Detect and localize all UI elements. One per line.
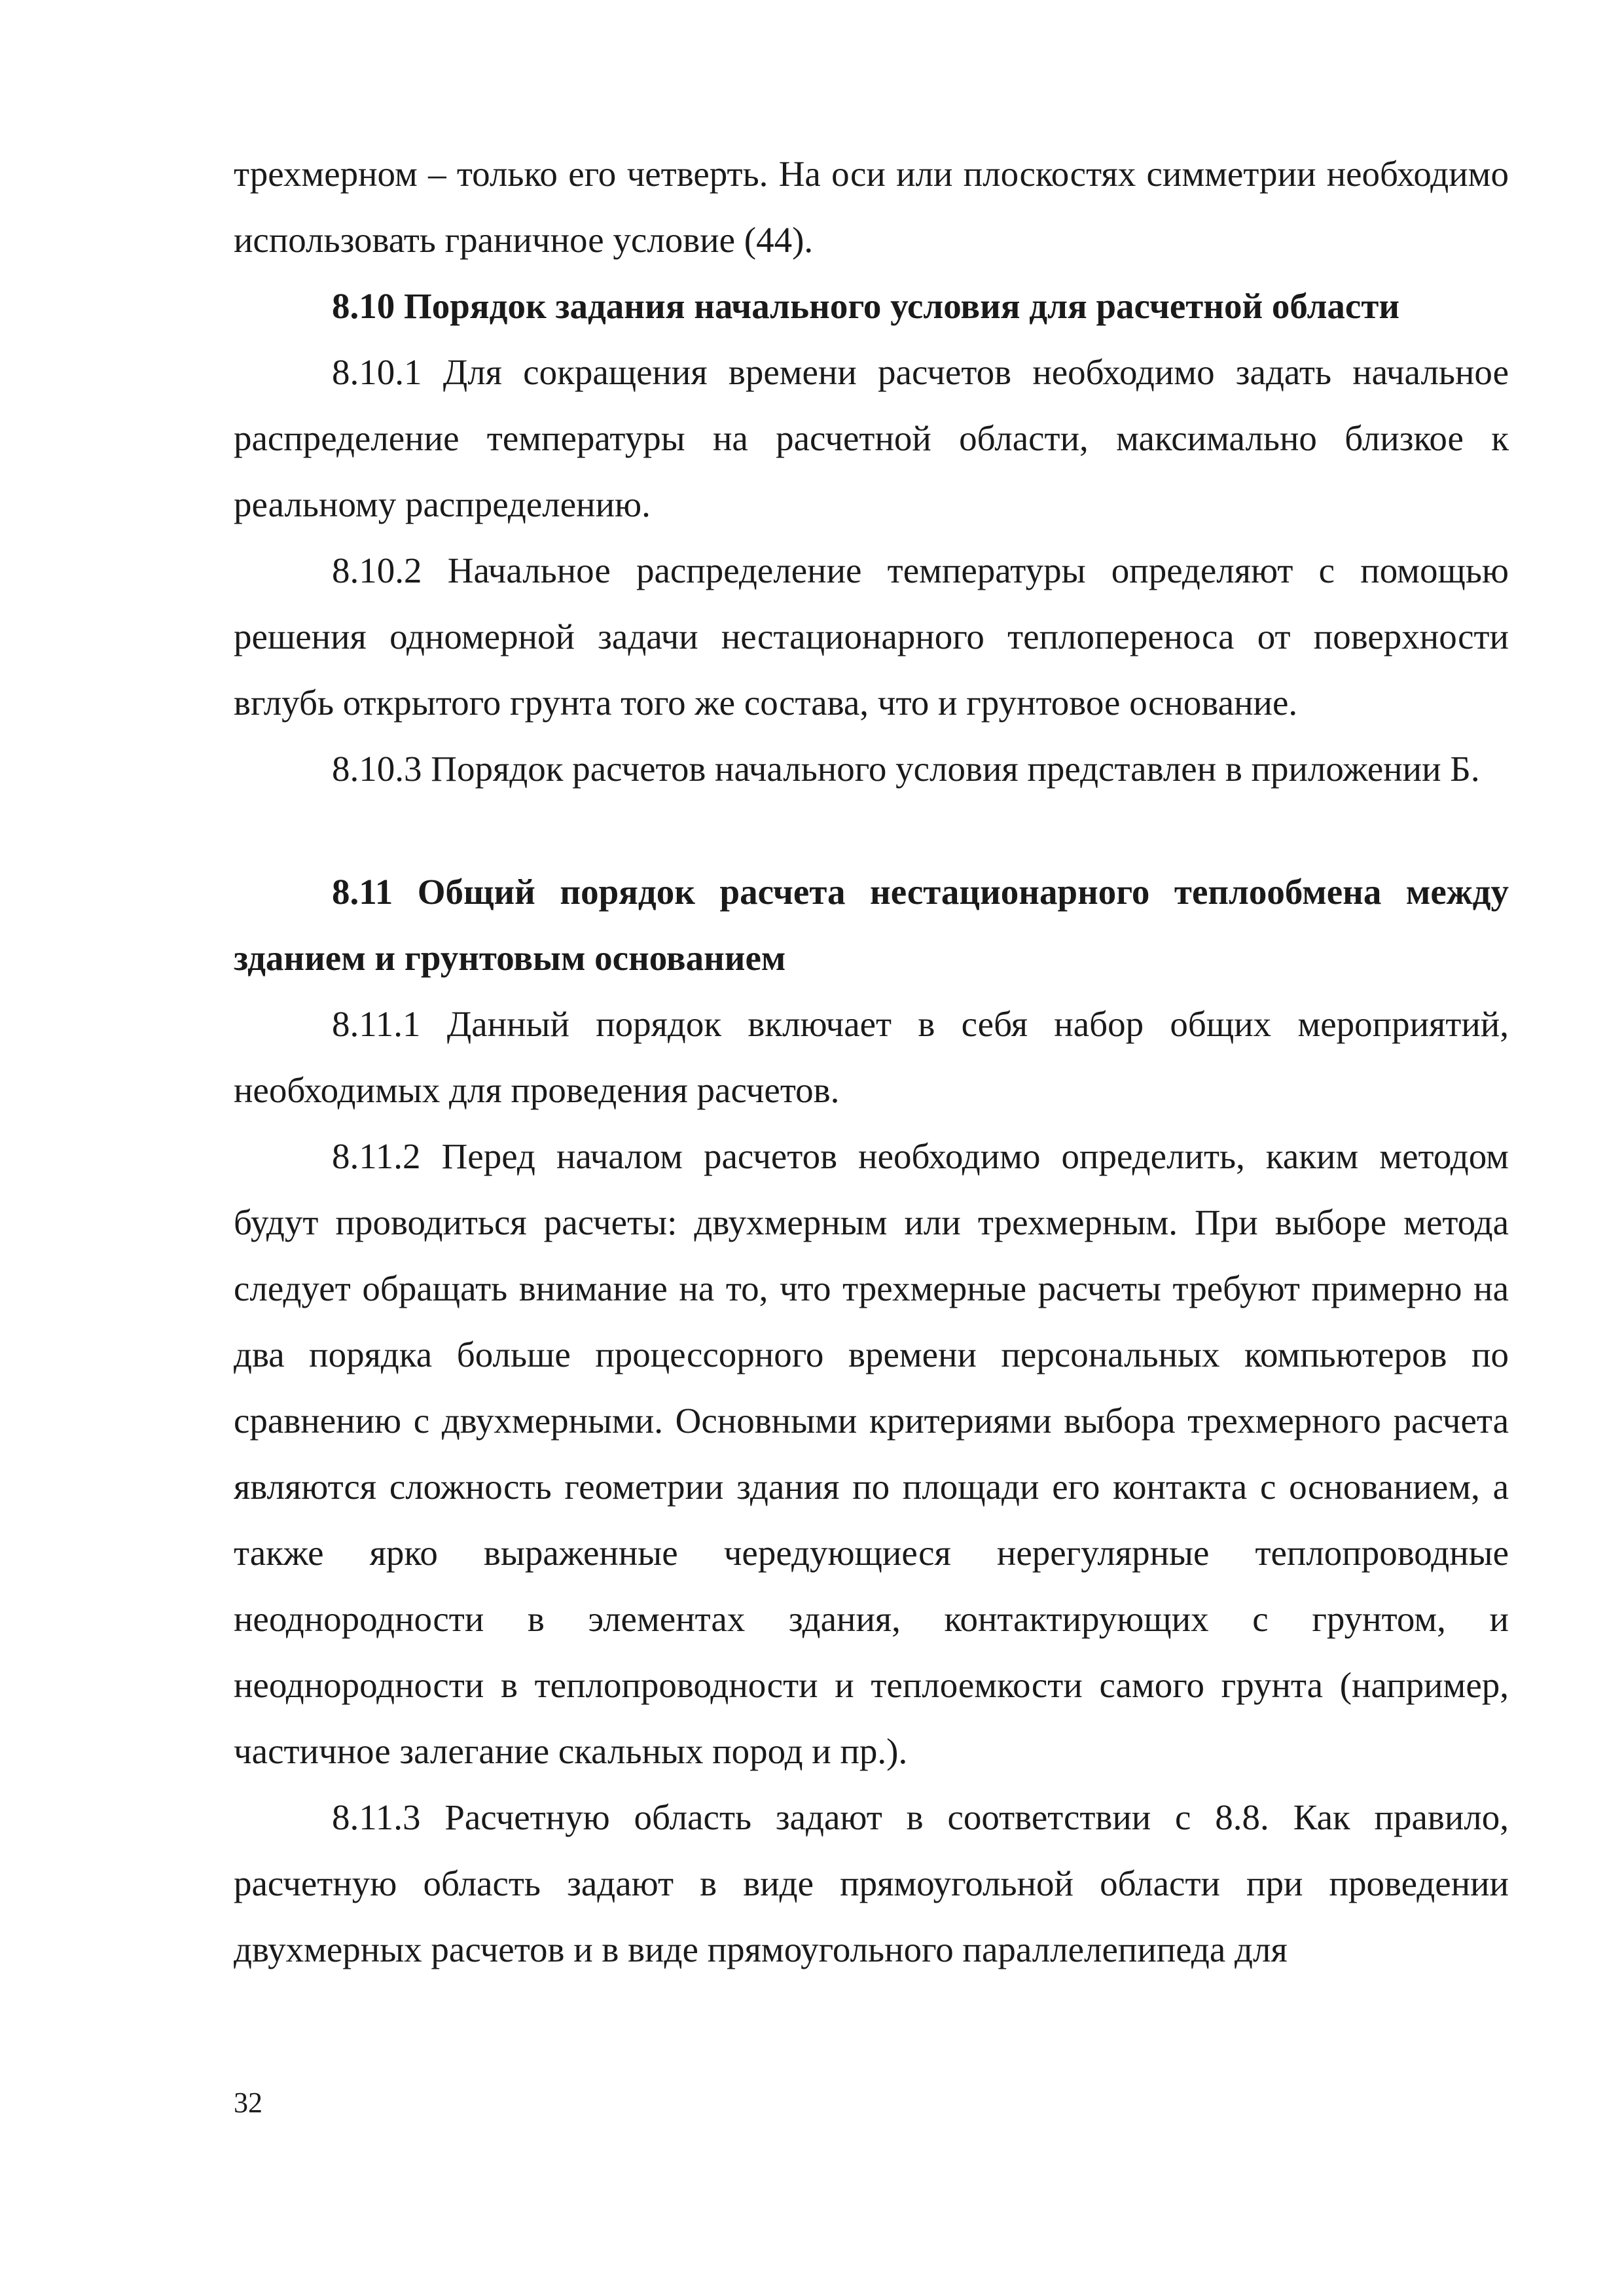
document-page [234,141,1509,1982]
paragraph-8-11-1: 8.11.1 Данный порядок включает в себя набор общих мероприятий, необходимых для проведения расчетов. [234,1004,1509,1110]
paragraph-8-10-1: 8.10.1 Для сокращения времени расчетов необходимо задать начальное распределение температуры на расчетной области, максимально близкое к реальному распределению. [234,352,1509,524]
paragraph-8-11-3: 8.11.3 Расчетную область задают в соответствии с 8.8. Как правило, расчетную область задают в виде прямоугольной области при проведении двухмерных расчетов и в виде прямоугольного параллелепипеда для [234,1797,1509,1969]
paragraph-8-10-3: 8.10.3 Порядок расчетов начального условия представлен в приложении Б. [332,749,1480,789]
paragraph-continuation: трехмерном – только его четверть. На оси или плоскостях симметрии необходимо использовать граничное условие (44). [234,154,1509,260]
page-number: 32 [234,2087,262,2119]
section-heading-8-10: 8.10 Порядок задания начального условия для расчетной области [332,286,1400,326]
paragraph-8-11-2: 8.11.2 Перед началом расчетов необходимо определить, каким методом будут проводиться расчеты: двухмерным или трехмерным. При выборе метода следует обращать внимание на то, что трехмерные расчеты требуют примерно на два порядка больше процессорного времени персональных компьютеров по сравнению с двухмерными. Основными критериями выбора трехмерного расчета являются сложность геометрии здания по площади его контакта с основанием, а также ярко выраженные чередующиеся нерегулярные теплопроводные неоднородности в элементах здания, контактирующих с грунтом, и неоднородности в теплопроводности и теплоемкости самого грунта (например, частичное залегание скальных пород и пр.). [234,1136,1509,1771]
section-heading-8-11: 8.11 Общий порядок расчета нестационарного теплообмена между зданием и грунтовым основанием [234,872,1509,978]
paragraph-8-10-2: 8.10.2 Начальное распределение температуры определяют с помощью решения одномерной задачи нестационарного теплопереноса от поверхности вглубь открытого грунта того же состава, что и грунтовое основание. [234,550,1509,723]
section-spacer [234,802,1509,859]
